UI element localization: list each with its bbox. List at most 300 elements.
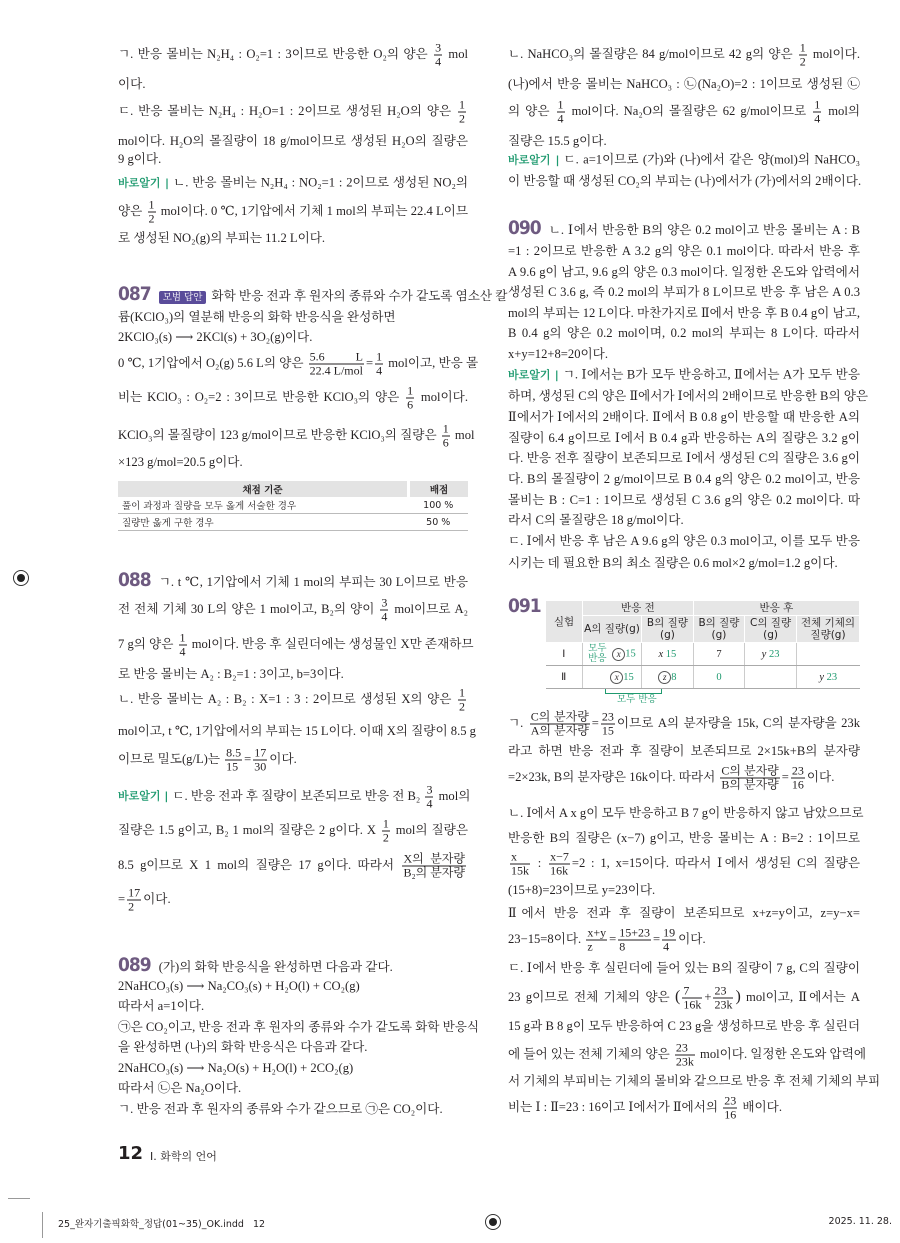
fraction (380, 597, 388, 624)
fraction (458, 687, 466, 714)
fraction-denominator: B₂의 분자량 (403, 865, 465, 880)
text-run: mol의 (823, 103, 861, 118)
fraction (813, 99, 821, 126)
text-line (508, 99, 860, 126)
correction-label: 바로알기 | (508, 368, 559, 382)
text-run: 로 반응 몰비는 A₂ : B₂=1 : 3이고, b=3이다. (118, 667, 344, 681)
variable: y (819, 671, 825, 683)
problem-number: 088 (118, 569, 151, 591)
text-run: 하며, 생성된 C의 양은 Ⅱ에서가 Ⅰ에서의 2배이므로 반응한 B의 양은 (508, 389, 869, 403)
fraction-numerator: x+y (587, 925, 607, 940)
fraction (434, 42, 442, 69)
text-line (508, 152, 860, 169)
fraction (662, 927, 676, 954)
text-run: 화학 반응 전과 후 원자의 종류와 수가 같도록 염소산 칼 (211, 289, 508, 303)
fraction-denominator: 2 (799, 54, 806, 69)
fraction-denominator: 30 (254, 759, 267, 774)
text-run: x+y=12+8=20이다. (508, 347, 608, 361)
experiment-table-block (545, 600, 860, 706)
text-run: 전 전체 기체 30 L의 양은 1 mol이고, B₂의 양이 (118, 601, 379, 616)
rubric-criterion: 질량만 옳게 구한 경우 (118, 514, 409, 531)
text-run: mol이고, 반응 몰 (385, 355, 479, 370)
fraction-numerator: 1 (407, 383, 414, 398)
header-after: 반응 후 (693, 601, 859, 616)
fraction (225, 747, 242, 774)
fraction-numerator: 23 (675, 1042, 695, 1056)
text-line (118, 597, 468, 624)
text-run: 0 ℃, 1기압에서 O₂(g) 5.6 L의 양은 (118, 355, 307, 370)
fraction (309, 351, 364, 378)
text-run: =2×23k, B의 분자량은 16k이다. 따라서 (508, 769, 719, 784)
fraction-denominator: 2 (382, 830, 389, 845)
header-col: C의 질량(g) (745, 616, 797, 643)
header-experiment: 실험 (546, 601, 583, 643)
text-run: KClO₃의 몰질량이 123 g/mol이므로 반응한 KClO₃의 질량은 (118, 427, 440, 442)
text-run: 15 g과 B 8 g이 모두 반응하여 C 23 g을 생성하므로 반응 후 실린더 (508, 1019, 860, 1033)
text-line (508, 430, 860, 446)
header-col: B의 질량(g) (693, 616, 744, 643)
fraction-numerator: 7 (682, 985, 702, 999)
text-line (508, 927, 860, 954)
text-run: ㄴ. 반응 몰비는 A₂ : B₂ : X=1 : 3 : 2이므로 생성된 X의 양은 (118, 691, 456, 706)
text-line (118, 569, 468, 591)
text-line (118, 454, 468, 470)
fraction (127, 887, 141, 914)
text-run: ㄷ. 반응 몰비는 N₂H₄ : H₂O=1 : 2이므로 생성된 H₂O의 양은 (118, 103, 456, 118)
circled-variable: z (658, 671, 671, 684)
fraction-numerator: 3 (435, 40, 442, 55)
text-run: 23−15=8이다. (508, 931, 585, 946)
text-line (118, 853, 468, 880)
text-run: ㄱ. Ⅰ에서는 B가 모두 반응하고, Ⅱ에서는 A가 모두 반응 (562, 367, 860, 382)
text-run: =1 : 2이므로 반응한 A 3.2 g의 양은 0.1 mol이다. 따라서 반응 후 (508, 244, 860, 258)
fraction-denominator: 15k (511, 863, 529, 878)
circled-variable: x (610, 671, 623, 684)
text-line (118, 818, 468, 845)
text-run: 이다. (269, 751, 297, 766)
fraction (720, 765, 779, 792)
problem-number-091: 091 (508, 595, 541, 617)
table-row (546, 643, 860, 666)
cell-b (642, 666, 694, 689)
fraction (402, 853, 466, 880)
text-line (508, 243, 860, 259)
text-run: 따라서 ㉡은 Na₂O이다. (118, 1081, 242, 1095)
crop-line (8, 1198, 30, 1199)
text-run: 이다. (118, 77, 146, 91)
fraction-numerator: 1 (382, 816, 389, 831)
text-line (118, 283, 508, 306)
fraction-denominator: 6 (442, 435, 449, 450)
text-line (118, 385, 468, 412)
fraction-numerator: 23 (713, 985, 733, 999)
text-run: 질량은 15.5 g이다. (508, 134, 607, 148)
fraction (253, 747, 267, 774)
text-run: 이 반응할 때 생성된 CO₂의 부피는 (나)에서가 (가)에서의 2배이다. (508, 174, 862, 188)
text-line (508, 305, 860, 321)
rubric-score: 100 % (409, 497, 469, 514)
text-line (118, 199, 468, 226)
fraction-numerator: 1 (799, 40, 806, 55)
text-run: 다. 반응 전후 질량이 보존되므로 Ⅰ에서 생성된 C의 질량은 3.6 g이 (508, 451, 860, 465)
fraction-denominator: 16 (791, 777, 804, 792)
text-line (118, 666, 468, 682)
text-run: mol의 부피는 12 L이다. 마찬가지로 Ⅱ에서 반응 후 B 0.4 g이 남고, (508, 306, 860, 320)
file-name: 25_완자기출픽화학_정답(01~35)_OK.indd 12 (58, 1219, 266, 1230)
annotation-all-reacted-bottom: 모두 반응 (617, 694, 657, 705)
text-line (118, 747, 468, 774)
text-run: = (118, 891, 126, 906)
text-run: = (591, 715, 599, 730)
text-line (508, 173, 860, 189)
text-run: =2 : 1, x=15이다. 따라서 Ⅰ에서 생성된 C의 질량은 (571, 855, 860, 870)
fraction-numerator: 23 (724, 1093, 737, 1108)
text-run: 라고 하면 반응 전과 후 질량이 보존되므로 2×15k+B의 분자량 (508, 744, 860, 758)
text-run: ㄷ. Ⅰ에서 반응 후 실린더에 들어 있는 B의 질량이 7 g, C의 질량이 (508, 961, 860, 975)
text-line (118, 998, 468, 1014)
fraction (375, 351, 383, 378)
fraction (723, 1095, 737, 1122)
text-run: ㄱ. 반응 몰비는 N₂H₄ : O₂=1 : 3이므로 반응한 O₂의 양은 (118, 46, 433, 61)
text-run: 몰비는 B : C=1 : 1이므로 생성된 C 3.6 g의 양은 0.2 mol이다. 따 (508, 493, 860, 507)
text-run: 비는 Ⅰ : Ⅱ=23 : 16이고 Ⅰ에서가 Ⅱ에서의 (508, 1099, 722, 1114)
problem-number: 089 (118, 954, 151, 976)
text-line (118, 309, 468, 325)
text-run: mol이고, Ⅱ에서는 A (740, 989, 860, 1004)
text-line (118, 887, 468, 914)
text-run: 이므로 A의 분자량을 15k, C의 분자량을 23k (616, 715, 861, 730)
fraction-denominator: 16k (683, 997, 702, 1012)
text-run: mol이다. (808, 46, 860, 61)
fraction-numerator: 1 (459, 685, 465, 700)
text-line (118, 723, 476, 739)
fraction-denominator: 4 (376, 363, 383, 378)
text-run: 로 생성된 NO₂(g)의 부피는 11.2 L이다. (118, 231, 326, 245)
fraction-numerator: 1 (814, 97, 821, 112)
text-run: ㄷ. a=1이므로 (가)와 (나)에서 같은 양(mol)의 NaHCO₃ (563, 152, 860, 167)
text-line (508, 830, 860, 846)
cell-b-after: 7 (693, 643, 744, 666)
cell-c (745, 666, 797, 689)
fraction (458, 99, 466, 126)
text-run: 따라서 a=1이다. (118, 999, 205, 1013)
fraction-denominator: 2 (459, 699, 465, 714)
text-run: ㉠은 CO₂이고, 반응 전과 후 원자의 종류와 수가 같도록 화학 반응식 (118, 1020, 480, 1034)
table-row (118, 497, 468, 514)
fraction-numerator: 5.6 L (309, 349, 363, 364)
text-run: 서 기체의 부피비는 기체의 몰비와 같으므로 반응 후 전체 기체의 부피 (508, 1074, 881, 1088)
fraction-denominator: 16 (724, 1107, 737, 1122)
fraction-numerator: C의 분자량 (721, 763, 779, 778)
fraction (586, 927, 607, 954)
answer-value: 23 (768, 648, 780, 660)
text-line (118, 329, 468, 345)
variable: y (761, 648, 767, 660)
fraction-numerator: 1 (376, 349, 383, 364)
fraction-numerator: 8.5 (226, 745, 242, 760)
text-run: ㄴ. Ⅰ에서 반응한 B의 양은 0.2 mol이고 반응 몰비는 A : B (548, 223, 860, 237)
fraction (601, 711, 615, 738)
fraction-numerator: C의 분자량 (530, 709, 589, 724)
text-run: ×123 g/mol=20.5 g이다. (118, 455, 243, 469)
text-run: Ⅱ에서가 Ⅰ에서의 2배이다. Ⅱ에서 B 0.8 g이 반응할 때 반응한 A의 (508, 410, 860, 424)
text-run: = (609, 931, 617, 946)
text-line (118, 1039, 468, 1055)
text-line (118, 630, 474, 659)
header-before: 반응 전 (583, 601, 694, 616)
text-run: 반응한 B의 질량은 (x−7) g이고, 반응 몰비는 A : B=2 : 1이므로 (508, 831, 860, 845)
text-run: Ⅱ에서 반응 전과 후 질량이 보존되므로 x+z=y이고, z=y−x= (508, 906, 860, 920)
text-line (508, 905, 860, 921)
answer-value: 8 (671, 671, 677, 683)
text-run: mol이다. 0 ℃, 1기압에서 기체 1 mol의 부피는 22.4 L이므 (157, 203, 468, 218)
fraction-denominator: 6 (407, 397, 414, 412)
fraction-numerator: 23 (791, 763, 804, 778)
text-line (118, 175, 468, 192)
fraction-denominator: 8 (619, 939, 626, 954)
text-run: 이다. (143, 891, 171, 906)
text-line (118, 42, 468, 69)
text-run: ㄱ. t ℃, 1기압에서 기체 1 mol의 부피는 30 L이므로 반응 (158, 575, 468, 589)
text-run: mol (451, 427, 475, 442)
text-run: mol이다. (416, 389, 468, 404)
text-run: mol이다. H₂O의 몰질량이 18 g/mol이므로 생성된 H₂O의 질량은 (118, 134, 468, 148)
parenthesis: ( (675, 987, 681, 1005)
text-line (508, 217, 860, 239)
fraction (682, 985, 702, 1012)
cell-c (745, 643, 797, 666)
text-run: mol의 (435, 788, 471, 803)
text-line (508, 284, 860, 300)
fraction-numerator: 3 (426, 782, 433, 797)
text-run: mol (444, 46, 468, 61)
fraction (799, 42, 807, 69)
text-run: 생성된 C 3.6 g, 즉 0.2 mol의 부피가 8 L이므로 반응 후 남은 A 0.3 (508, 285, 860, 299)
fraction-numerator: 15+23 (619, 925, 650, 940)
text-run: ㄷ. Ⅰ에서 반응 후 남은 A 9.6 g의 양은 0.3 mol이고, 이를 모두 반응 (508, 534, 860, 548)
text-line (508, 851, 860, 878)
text-run: ㄱ. 반응 전과 후 원자의 종류와 수가 같으므로 ㉠은 CO₂이다. (118, 1102, 443, 1116)
fraction (713, 985, 733, 1012)
text-run: 2NaHCO₃(s) ⟶ Na₂CO₃(s) + H₂O(l) + CO₂(g) (118, 979, 360, 993)
text-run: ㄴ. NaHCO₃의 몰질량은 84 g/mol이므로 42 g의 양은 (508, 46, 797, 61)
cell-total (797, 643, 860, 666)
rubric-score: 50 % (409, 514, 469, 531)
header-col: A의 질량(g) (583, 616, 642, 643)
text-line (508, 1018, 860, 1034)
header-col: 전체 기체의 질량(g) (797, 616, 860, 643)
text-line (508, 325, 860, 341)
text-run: 2NaHCO₃(s) ⟶ Na₂O(s) + H₂O(l) + 2CO₂(g) (118, 1061, 354, 1075)
fraction (425, 784, 433, 811)
text-line (508, 492, 860, 508)
fraction (406, 385, 414, 412)
table-row (546, 666, 860, 689)
table-row (118, 514, 468, 531)
text-line (508, 882, 860, 898)
fraction-denominator: 22.4 L/mol (309, 363, 363, 378)
fraction-numerator: 3 (381, 595, 388, 610)
text-line (118, 99, 468, 126)
fraction-denominator: 23k (714, 997, 733, 1012)
rubric-criterion: 풀이 과정과 질량을 모두 옳게 서술한 경우 (118, 497, 409, 514)
text-line (118, 1060, 468, 1076)
annotation-all-reacted: 모두 반응 (588, 643, 607, 664)
text-line (508, 1040, 867, 1069)
text-line (118, 230, 468, 246)
text-run: 다. B의 몰질량이 2 g/mol이므로 B 0.4 g의 양은 0.2 mol이고, 반응 (508, 472, 860, 486)
text-run: mol의 질량은 (391, 822, 468, 837)
fraction-numerator: 1 (557, 97, 564, 112)
fraction-denominator: 4 (557, 111, 564, 126)
fraction (510, 851, 530, 878)
text-line (118, 421, 475, 450)
fraction-denominator: 4 (814, 111, 821, 126)
fraction (179, 632, 187, 659)
answer-value: 15 (665, 648, 677, 660)
circled-variable: x (612, 648, 625, 661)
text-line (118, 687, 468, 714)
model-answer-badge: 모범 답안 (159, 291, 207, 304)
text-run: ㄷ. 반응 전과 후 질량이 보존되므로 반응 전 B₂ (172, 788, 424, 803)
text-run: 에 들어 있는 전체 기체의 양은 (508, 1046, 673, 1061)
text-run: 23 g이므로 전체 기체의 양은 (508, 989, 675, 1004)
text-line (118, 954, 468, 976)
text-line (508, 765, 860, 792)
text-line (508, 76, 860, 92)
cell-exp: Ⅱ (546, 666, 583, 689)
text-line (508, 985, 860, 1012)
registration-mark-icon (485, 1214, 501, 1230)
fraction-denominator: 4 (179, 644, 186, 659)
text-line (118, 76, 468, 92)
fraction-numerator: 19 (663, 925, 676, 940)
text-run: 의 양은 (508, 103, 555, 118)
cell-exp: Ⅰ (546, 643, 583, 666)
page-number: 12 (118, 1143, 144, 1164)
text-run: (15+8)=23이므로 y=23이다. (508, 883, 656, 897)
text-run: mol이다. 반응 후 실린더에는 생성물인 X만 존재하므 (188, 636, 474, 651)
text-line (508, 133, 860, 149)
fraction-denominator: B의 분자량 (721, 777, 779, 792)
text-run: = (365, 355, 374, 370)
cell-b (642, 643, 694, 666)
text-run: B 0.4 g의 양은 0.2 mol이며, 0.2 mol의 부피는 8 L이다. 따라서 (508, 326, 860, 340)
correction-label: 바로알기 | (508, 153, 560, 167)
answer-value: 15 (623, 671, 634, 683)
print-date: 2025. 11. 28. (828, 1216, 892, 1227)
fraction-numerator: 1 (179, 630, 186, 645)
annotation-area (545, 689, 860, 706)
text-run: 이므로 밀도(g/L)는 (118, 751, 224, 766)
text-run: 질량이 6.4 g이므로 Ⅰ에서 B 0.4 g과 반응하는 A의 질량은 3.2 g이 (508, 431, 860, 445)
text-run: (나)에서 반응 몰비는 NaHCO₃ : ㉡(Na₂O)=2 : 1이므로 생성된 ㉡ (508, 77, 860, 91)
text-line (508, 711, 860, 738)
text-run: mol이므로 A₂ (390, 601, 468, 616)
fraction-denominator: 4 (426, 796, 433, 811)
text-line (118, 1080, 468, 1096)
text-line (508, 388, 869, 404)
fraction-denominator: 4 (381, 609, 388, 624)
text-run: 륨(KClO₃)의 열분해 반응의 화학 반응식을 완성하면 (118, 310, 396, 324)
fraction-numerator: 1 (442, 421, 449, 436)
rubric-header-criterion: 채점 기준 (118, 481, 409, 497)
cell-b-after: 0 (693, 666, 744, 689)
fraction-numerator: 17 (254, 745, 267, 760)
fraction-denominator: 2 (459, 111, 465, 126)
cell-a (583, 666, 642, 689)
fraction-denominator: 2 (128, 899, 135, 914)
text-run: mol이고, t ℃, 1기압에서의 부피는 15 L이다. 이때 X의 질량이 8.5 g (118, 724, 476, 738)
text-run: 질량은 1.5 g이고, B₂ 1 mol의 질량은 2 g이다. X (118, 822, 380, 837)
fraction-denominator: 15 (226, 759, 239, 774)
text-run: 배이다. (739, 1099, 782, 1114)
text-run: 라서 C의 몰질량은 18 g/mol이다. (508, 513, 684, 527)
text-line (508, 555, 860, 571)
fraction (618, 927, 651, 954)
text-line (118, 978, 468, 994)
fraction (549, 851, 570, 878)
fraction-numerator: X의 분자량 (403, 851, 465, 866)
text-line (508, 960, 860, 976)
text-run: 이다. (806, 769, 835, 784)
answer-value: 23 (826, 671, 838, 683)
text-run: (가)의 화학 반응식을 완성하면 다음과 같다. (158, 960, 393, 974)
fraction-numerator: x−7 (550, 849, 569, 864)
text-line (508, 409, 860, 425)
text-line (508, 42, 860, 69)
fraction (791, 765, 805, 792)
text-run: : (532, 855, 548, 870)
text-run: = (781, 769, 789, 784)
text-line (118, 151, 468, 167)
fraction-denominator: z (587, 939, 593, 954)
correction-label: 바로알기 | (118, 176, 170, 190)
fraction-numerator: x (510, 851, 530, 865)
answer-value: 15 (625, 648, 636, 660)
text-line (508, 512, 860, 528)
text-run: ㄱ. (508, 715, 528, 730)
fraction-denominator: 2 (148, 211, 155, 226)
fraction-denominator: 23k (675, 1054, 694, 1069)
text-line (508, 743, 860, 759)
fraction-numerator: 1 (148, 197, 155, 212)
experiment-table (545, 600, 860, 689)
text-line (508, 264, 860, 280)
text-line (118, 349, 479, 378)
text-line (508, 805, 864, 821)
variable: x (658, 648, 664, 660)
problem-number: 090 (508, 217, 541, 239)
text-run: 2KClO₃(s) ⟶ 2KCl(s) + 3O₂(g)이다. (118, 330, 313, 344)
fraction (675, 1042, 695, 1069)
fraction-numerator: 23 (601, 709, 614, 724)
text-run: 9 g이다. (118, 152, 162, 166)
text-line (118, 133, 468, 149)
text-line (508, 367, 860, 384)
parenthesis: ) (735, 987, 741, 1005)
fraction-denominator: 4 (435, 54, 442, 69)
text-run: 8.5 g이므로 X 1 mol의 질량은 17 g이다. 따라서 (118, 857, 401, 872)
fraction-numerator: 1 (459, 97, 465, 112)
fraction (442, 423, 450, 450)
rubric-header-score: 배점 (409, 481, 469, 497)
text-run: mol이다. 일정한 온도와 압력에 (696, 1046, 867, 1061)
text-run: ㄴ. 반응 몰비는 N₂H₄ : NO₂=1 : 2이므로 생성된 NO₂의 (173, 175, 468, 190)
text-run: 양은 (118, 203, 146, 218)
header-col: B의 질량(g) (642, 616, 694, 643)
text-line (508, 1095, 860, 1122)
